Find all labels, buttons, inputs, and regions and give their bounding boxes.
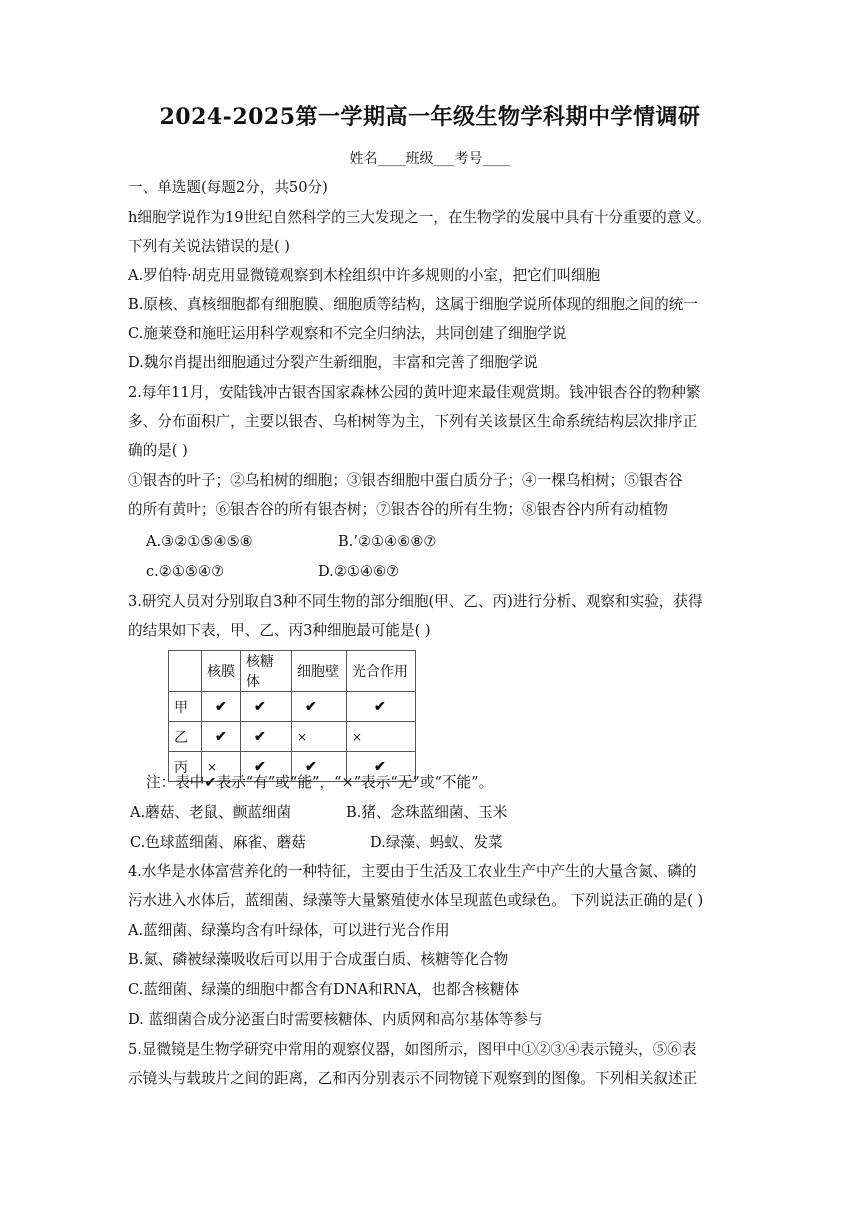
table-row	[169, 722, 416, 752]
q5-stem-line-1: 5.显微镜是生物学研究中常用的观察仪器，如图所示，图甲中①②③④表示镜头，⑤⑥表	[128, 1041, 697, 1058]
q2-items-line-2: 的所有黄叶；⑥银杏谷的所有银杏树；⑦银杏谷的所有生物；⑧银杏谷内所有动植物	[128, 501, 668, 518]
table-cell	[292, 722, 347, 752]
table-cell: 乙	[169, 722, 202, 752]
section-heading: 一、单选题(每题2分，共50分)	[128, 179, 328, 196]
q3-stem-line-1: 3.研究人员对分别取自3种不同生物的部分细胞(甲、乙、丙)进行分析、观察和实验，获得	[128, 593, 703, 610]
table-cell	[202, 692, 241, 722]
q4-option-a: A.蓝细菌、绿藻均含有叶绿体，可以进行光合作用	[128, 922, 450, 939]
q2-stem-line-2: 多、分布面积广，主要以银杏、乌桕树等为主，下列有关该景区生命系统结构层次排序正	[128, 413, 698, 430]
check-mark-icon: ✔	[374, 698, 386, 715]
check-mark-icon: ✔	[254, 728, 266, 745]
q4-option-d: D. 蓝细菌合成分泌蛋白时需要核糖体、内质网和高尔基体等参与	[128, 1011, 543, 1028]
check-mark-icon: ✔	[215, 728, 227, 745]
table-cell	[292, 692, 347, 722]
table-header-cell: 光合作用	[347, 651, 416, 692]
q1-option-b: B.原核、真核细胞都有细胞膜、细胞质等结构，这属于细胞学说所体现的细胞之间的统一	[128, 296, 698, 313]
cross-mark-icon: ×	[207, 759, 218, 774]
q3-results-table	[168, 650, 416, 782]
check-mark-icon: ✔	[305, 758, 317, 775]
q5-stem-line-2: 示镜头与载玻片之间的距离，乙和丙分别表示不同物镜下观察到的图像。下列相关叙述正	[128, 1070, 698, 1087]
table-header-cell: 核膜	[202, 651, 241, 692]
page-title: 2024-2025第一学期高一年级生物学科期中学情调研	[159, 104, 701, 130]
check-mark-icon: ✔	[254, 698, 266, 715]
q2-stem-line-3: 确的是( )	[128, 442, 188, 459]
q2-option-d: D.②①④⑥⑦	[318, 563, 400, 580]
q2-option-a: A.③②①⑤④⑤⑧	[146, 533, 253, 550]
table-cell	[241, 692, 292, 722]
q3-table-note: 注：表中✔表示“有”或“能”，“×”表示“无”或“不能”。	[146, 774, 494, 791]
q2-items-line-1: ①银杏的叶子；②乌桕树的细胞；③银杏细胞中蛋白质分子；④一棵乌桕树；⑤银杏谷	[128, 472, 683, 489]
q3-option-b: B.猪、念珠蓝细菌、玉米	[346, 804, 508, 821]
q1-option-c: C.施莱登和施旺运用科学观察和不完全归纳法，共同创建了细胞学说	[128, 325, 567, 342]
table-header-row	[169, 651, 416, 692]
table-header-cell: 核糖体	[241, 651, 292, 692]
check-mark-icon: ✔	[305, 698, 317, 715]
table-cell: 丙	[169, 752, 202, 782]
q3-option-c: C.色球蓝细菌、麻雀、蘑菇	[130, 834, 306, 851]
q4-stem-line-1: 4.水华是水体富营养化的一种特征，主要由于生活及工农业生产中产生的大量含氮、磷的	[128, 863, 697, 880]
q1-option-d: D.魏尔肖提出细胞通过分裂产生新细胞，丰富和完善了细胞学说	[128, 354, 538, 371]
q1-option-a: A.罗伯特·胡克用显微镜观察到木栓组织中许多规则的小室，把它们叫细胞	[128, 267, 601, 284]
q4-option-c: C.蓝细菌、绿藻的细胞中都含有DNA和RNA，也都含核糖体	[128, 981, 520, 998]
q3-stem-line-2: 的结果如下表，甲、乙、丙3种细胞最可能是( )	[128, 622, 431, 639]
table-cell: 甲	[169, 692, 202, 722]
cross-mark-icon: ×	[297, 729, 308, 744]
q2-option-c: c.②①⑤④⑦	[146, 563, 225, 580]
check-mark-icon: ✔	[254, 758, 266, 775]
cross-mark-icon: ×	[352, 729, 363, 744]
table-row	[169, 692, 416, 722]
check-mark-icon: ✔	[374, 758, 386, 775]
table-cell	[241, 722, 292, 752]
table-cell	[347, 722, 416, 752]
check-mark-icon: ✔	[215, 698, 227, 715]
q4-stem-line-2: 污水进入水体后，蓝细菌、绿藻等大量繁殖使水体呈现蓝色或绿色。 下列说法正确的是( )	[128, 892, 704, 909]
q2-option-b: B.’②①④⑥⑧⑦	[338, 533, 437, 550]
table-cell	[347, 692, 416, 722]
q4-option-b: B.氮、磷被绿藻吸收后可以用于合成蛋白质、核糖等化合物	[128, 951, 509, 968]
q3-option-d: D.绿藻、蚂蚁、发菜	[370, 834, 503, 851]
q1-stem-line-2: 下列有关说法错误的是( )	[128, 238, 290, 255]
q2-stem-line-1: 2.每年11月，安陆钱冲古银杏国家森林公园的黄叶迎来最佳观赏期。钱冲银杏谷的物种繁	[128, 384, 701, 401]
table-cell	[202, 722, 241, 752]
q3-option-a: A.蘑菇、老鼠、颤蓝细菌	[130, 804, 292, 821]
q1-stem-line-1: h细胞学说作为19世纪自然科学的三大发现之一，在生物学的发展中具有十分重要的意义。	[128, 209, 711, 226]
student-info-line: 姓名____班级___考号____	[349, 151, 511, 167]
table-header-cell	[169, 651, 202, 692]
table-header-cell: 细胞壁	[292, 651, 347, 692]
